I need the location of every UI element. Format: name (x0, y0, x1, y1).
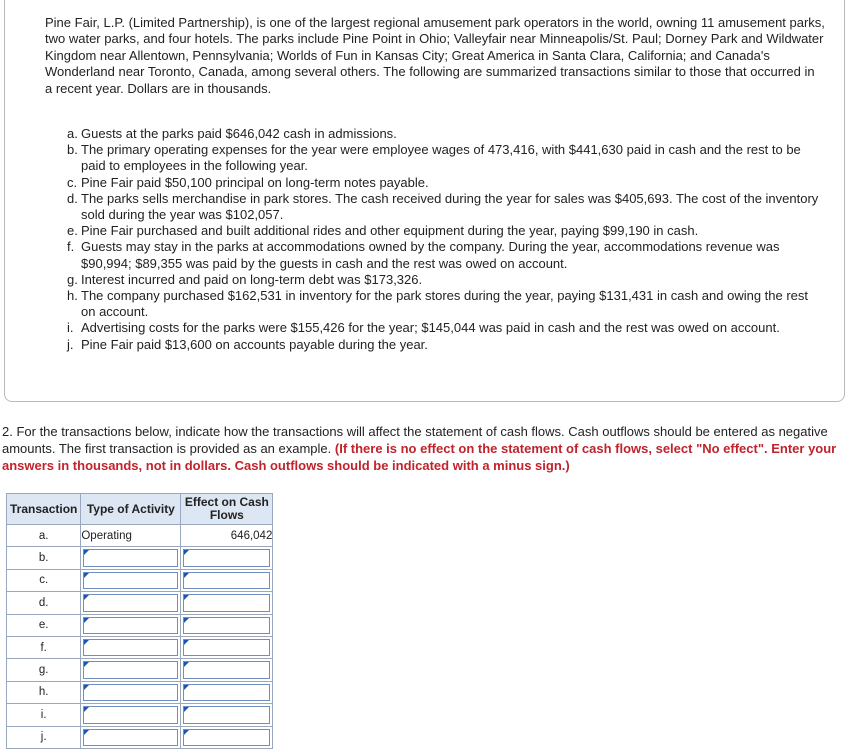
transaction-letter: f. (67, 239, 75, 255)
effect-input-wrap (181, 592, 272, 613)
header-type-of-activity: Type of Activity (81, 494, 181, 525)
activity-select[interactable] (83, 661, 178, 678)
activity-select[interactable] (83, 594, 178, 611)
table-row (7, 659, 273, 681)
activity-select[interactable] (83, 617, 178, 634)
activity-select-cell (81, 704, 181, 726)
activity-select-cell (81, 547, 181, 569)
list-item (67, 320, 822, 336)
transaction-text: The parks sells merchandise in park stores. The cash received during the year for sales was $405,693. The cost of the inventory sold during the year was $102,057. (81, 190, 819, 223)
transaction-text: Advertising costs for the parks were $155,426 for the year; $145,044 was paid in cash and the rest was owed on account. (81, 320, 780, 336)
transaction-letter: g. (7, 659, 81, 681)
problem-box (4, 0, 845, 402)
activity-select-cell (81, 636, 181, 658)
effect-input[interactable] (183, 572, 270, 589)
transaction-letter: h. (7, 681, 81, 703)
effect-input-cell (181, 726, 273, 748)
activity-select-cell (81, 726, 181, 748)
activity-select-wrap (81, 637, 180, 658)
effect-input-cell (181, 704, 273, 726)
effect-input-wrap (181, 682, 272, 703)
effect-input[interactable] (183, 684, 270, 701)
effect-input[interactable] (183, 661, 270, 678)
table-row (7, 636, 273, 658)
table-row (7, 614, 273, 636)
transaction-letter: e. (67, 223, 78, 239)
transaction-text: The primary operating expenses for the year were employee wages of 473,416, with $441,630 paid in cash and the rest to be paid to employees in the following year. (81, 142, 801, 174)
activity-select[interactable] (83, 639, 178, 656)
activity-select[interactable] (83, 549, 178, 566)
activity-select-wrap (81, 547, 180, 568)
table-row (7, 681, 273, 703)
effect-input-cell (181, 636, 273, 658)
transaction-text: Pine Fair paid $13,600 on accounts payable during the year. (81, 336, 428, 352)
transaction-letter: f. (7, 636, 81, 658)
effect-input-cell (181, 569, 273, 591)
effect-input-wrap (181, 637, 272, 658)
table-row (7, 726, 273, 748)
transaction-letter: a. (67, 126, 78, 141)
effect-input[interactable] (183, 639, 270, 656)
effect-input-wrap (181, 615, 272, 636)
list-item (67, 223, 822, 239)
activity-select[interactable] (83, 729, 178, 746)
list-item (67, 191, 822, 223)
transaction-letter: h. (67, 288, 78, 304)
activity-select[interactable] (83, 706, 178, 723)
activity-select-wrap (81, 659, 180, 680)
transaction-letter: d. (67, 190, 78, 206)
effect-input-wrap (181, 727, 272, 748)
transaction-letter: e. (7, 614, 81, 636)
effect-input[interactable] (183, 549, 270, 566)
transaction-letter: c. (67, 174, 78, 190)
problem-intro: Pine Fair, L.P. (Limited Partnership), is one of the largest regional amusement park operators in the world, owning 11 amusement parks, two water parks, and four hotels. The parks include Pine Point in Ohio; Valleyfair near Minneapolis/St. Paul; Dorney Park and Wildwater Kingdom near Allentown, Pennsylvania; Worlds of Fun in Kansas City; Great America in Santa Clara, California; and Canada's Wonderland near Toronto, Canada, among several others. The following are summarized transactions similar to those that occurred in a recent year. Dollars are in thousands. (45, 15, 825, 96)
effect-input-wrap (181, 570, 272, 591)
activity-select-wrap (81, 704, 180, 725)
activity-select-cell (81, 569, 181, 591)
example-effect-value: 646,042 (181, 525, 273, 547)
transaction-letter: j. (67, 336, 74, 352)
activity-select-cell (81, 614, 181, 636)
transaction-text: Pine Fair purchased and built additional rides and other equipment during the year, paying $99,190 in cash. (81, 223, 699, 239)
effect-input-cell (181, 614, 273, 636)
transaction-text: The company purchased $162,531 in inventory for the park stores during the year, paying $131,431 in cash and owing the rest on account. (81, 288, 809, 320)
activity-select-wrap (81, 615, 180, 636)
activity-select[interactable] (83, 572, 178, 589)
effect-input[interactable] (183, 729, 270, 746)
effect-input-cell (181, 592, 273, 614)
transaction-letter: c. (7, 569, 81, 591)
transaction-letter: d. (7, 592, 81, 614)
transaction-text: Interest incurred and paid on long-term debt was $173,326. (81, 271, 423, 287)
table-row (7, 592, 273, 614)
transaction-letter: j. (7, 726, 81, 748)
list-item (67, 239, 822, 271)
transaction-letter: b. (7, 547, 81, 569)
activity-select-cell (81, 659, 181, 681)
effect-input[interactable] (183, 594, 270, 611)
activity-select[interactable] (83, 684, 178, 701)
table-row (7, 704, 273, 726)
table-row (7, 569, 273, 591)
example-activity-value: Operating (81, 525, 181, 547)
activity-select-cell (81, 681, 181, 703)
activity-select-wrap (81, 682, 180, 703)
transaction-list (67, 126, 822, 353)
effect-input[interactable] (183, 617, 270, 634)
effect-input-wrap (181, 547, 272, 568)
transaction-letter: g. (67, 271, 78, 287)
list-item (67, 288, 822, 320)
table-header-row (7, 494, 273, 525)
list-item (67, 272, 822, 288)
question-note: (If there is no effect on the statement of cash flows, select "No effect". Enter your answers in thousands, not in dollars. Cash outflows should be indicated with a minus sign.) (2, 441, 837, 473)
effect-input-cell (181, 681, 273, 703)
list-item (67, 175, 822, 191)
transaction-text: Pine Fair paid $50,100 principal on long-term notes payable. (81, 174, 429, 190)
transaction-letter: a. (7, 525, 81, 547)
transaction-text: Guests at the parks paid $646,042 cash in admissions. (81, 126, 397, 141)
activity-select-wrap (81, 727, 180, 748)
table-row (7, 547, 273, 569)
list-item (67, 337, 822, 353)
transaction-letter: i. (67, 320, 74, 336)
header-transaction: Transaction (7, 494, 81, 525)
transaction-letter: i. (7, 704, 81, 726)
table-row-example (7, 525, 273, 547)
question-text (2, 423, 852, 474)
effect-input-cell (181, 547, 273, 569)
activity-select-cell (81, 592, 181, 614)
effect-input-wrap (181, 659, 272, 680)
transaction-text: Guests may stay in the parks at accommodations owned by the company. During the year, accommodations revenue was $90,994; $89,355 was paid by the guests in cash and the rest was owed on account. (81, 239, 780, 271)
header-effect-on-cash-flows: Effect on Cash Flows (181, 494, 273, 525)
effect-input[interactable] (183, 706, 270, 723)
cash-flow-answer-table (6, 493, 273, 749)
effect-input-wrap (181, 704, 272, 725)
activity-select-wrap (81, 570, 180, 591)
list-item (67, 142, 822, 174)
effect-input-cell (181, 659, 273, 681)
list-item (67, 126, 822, 142)
question-instructions: 2. For the transactions below, indicate how the transactions will affect the statement of cash flows. Cash outflows should be entered as negative amounts. The first transaction is provided as an example. (2, 424, 828, 456)
activity-select-wrap (81, 592, 180, 613)
transaction-letter: b. (67, 142, 78, 158)
